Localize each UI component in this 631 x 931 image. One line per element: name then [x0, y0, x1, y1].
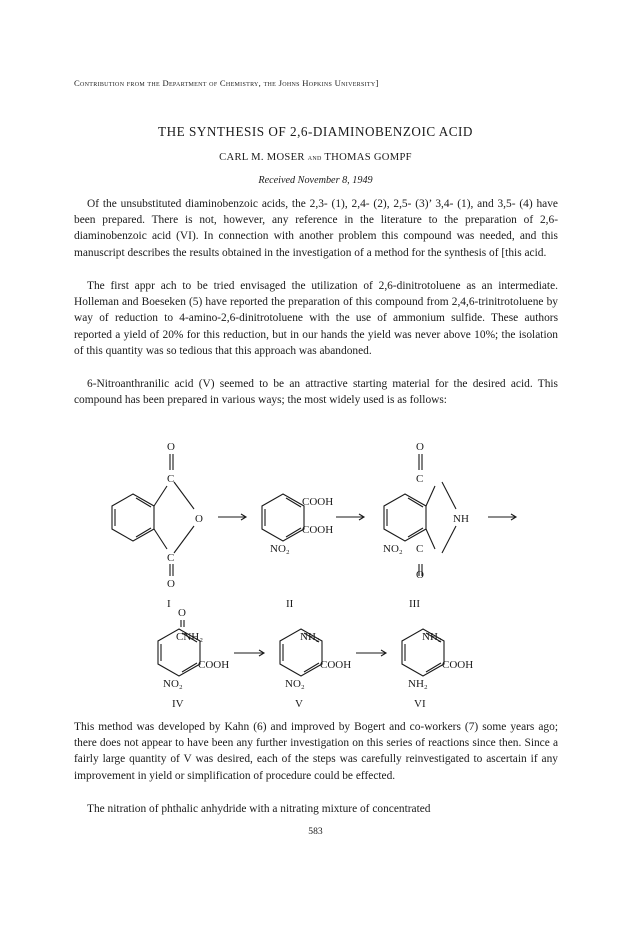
- compound-III-label: III: [409, 598, 420, 610]
- compound-I-oxygen-ring: O: [195, 513, 203, 525]
- compound-I-carbon-top: C: [167, 473, 175, 485]
- author-conjunction: and: [307, 153, 322, 162]
- compound-III-substituent-3: NO₂: [383, 543, 403, 555]
- compound-II-label: II: [286, 598, 294, 610]
- received-date: Received November 8, 1949: [258, 175, 373, 186]
- compound-V-substituent-2: COOH: [320, 659, 352, 671]
- compound-III-nh: NH: [453, 513, 469, 525]
- reaction-arrow-2: [336, 514, 364, 520]
- compound-I-oxygen-top: O: [167, 441, 175, 453]
- page-number: 583: [308, 826, 323, 837]
- compound-V-substituent-3: NO₂: [285, 678, 305, 690]
- compound-III-carbon-top: C: [416, 473, 424, 485]
- paragraph-3: 6-Nitroanthranilic acid (V) seemed to be an attractive starting material for the desired acid. This compound has been prepared in various ways; the most widely used is as follows:: [74, 378, 558, 407]
- compound-IV-structure: [158, 620, 200, 676]
- paragraph-4: This method was developed by Kahn (6) and improved by Bogert and co-workers (7) some years ago; there does not appear to have been any further investigation on this series of reactions since then. Since a fairly large quantity of V was desired, each of the steps was carefully reinvestigated to ascertain if any improvement in yield or simplification of procedure could be effected.: [74, 721, 558, 782]
- reaction-arrow-3: [488, 514, 516, 520]
- authors: [0, 152, 631, 163]
- compound-I-carbon-bottom: C: [167, 552, 175, 564]
- compound-I-oxygen-bottom: O: [167, 578, 175, 590]
- reaction-arrow-4: [234, 650, 264, 656]
- compound-II-substituent-2: COOH: [302, 524, 334, 536]
- compound-VI-substituent-2: COOH: [442, 659, 474, 671]
- author-2: THOMAS GOMPF: [324, 152, 412, 163]
- compound-IV-substituent-1: CNH₂: [176, 631, 204, 643]
- compound-I-structure: [112, 454, 194, 576]
- compound-II-structure: [262, 494, 304, 541]
- reaction-scheme: [74, 436, 558, 716]
- compound-I-label: I: [167, 598, 171, 610]
- compound-V-label: V: [295, 698, 303, 710]
- compound-II-substituent-1: COOH: [302, 496, 334, 508]
- compound-IV-oxygen-top: O: [178, 607, 186, 619]
- paragraph-1: Of the unsubstituted diaminobenzoic acids, the 2,3- (1), 2,4- (2), 2,5- (3)’ 3,4- (1), and 3,5- (4) have been prepared. There is not, however, any reference in the literature to the preparation of 2,6-diaminobenzoic acid (VI). In connection with another problem this compound was needed, and this manuscript describes the results obtained in the investigation of a method for the synthesis of [this acid.: [74, 198, 558, 259]
- compound-VI-label: VI: [414, 698, 426, 710]
- paragraph-5: The nitration of phthalic anhydride with a nitrating mixture of concentrated: [87, 803, 431, 815]
- reaction-arrow-5: [356, 650, 386, 656]
- compound-III-carbon-bottom: C: [416, 543, 424, 555]
- compound-V-substituent-1: NH₂: [300, 631, 320, 643]
- compound-IV-substituent-3: NO₂: [163, 678, 183, 690]
- author-1: CARL M. MOSER: [219, 152, 305, 163]
- reaction-arrow-1: [218, 514, 246, 520]
- compound-III-oxygen-bottom: O: [416, 569, 424, 581]
- paragraph-2: The first appr ach to be tried envisaged the utilization of 2,6-dinitrotoluene as an intermediate. Holleman and Boeseken (5) have reported the preparation of this compound from 2,4,6-trinitrotoluene by way of reduction to 4-amino-2,6-dinitrotoluene with the use of ammonium sulfide. These authors reported a yield of 20% for this reduction, but in our hands the yield was never above 10%; the isolation of this quantity was so tedious that this approach was abandoned.: [74, 280, 558, 357]
- running-head: Contribution from the Department of Chemistry, the Johns Hopkins University]: [74, 78, 379, 88]
- article-title: THE SYNTHESIS OF 2,6-DIAMINOBENZOIC ACID: [158, 124, 473, 139]
- compound-III-oxygen-top: O: [416, 441, 424, 453]
- compound-IV-label: IV: [172, 698, 184, 710]
- compound-VI-substituent-3: NH₂: [408, 678, 428, 690]
- compound-VI-substituent-1: NH₂: [422, 631, 442, 643]
- compound-IV-substituent-2: COOH: [198, 659, 230, 671]
- compound-II-substituent-3: NO₂: [270, 543, 290, 555]
